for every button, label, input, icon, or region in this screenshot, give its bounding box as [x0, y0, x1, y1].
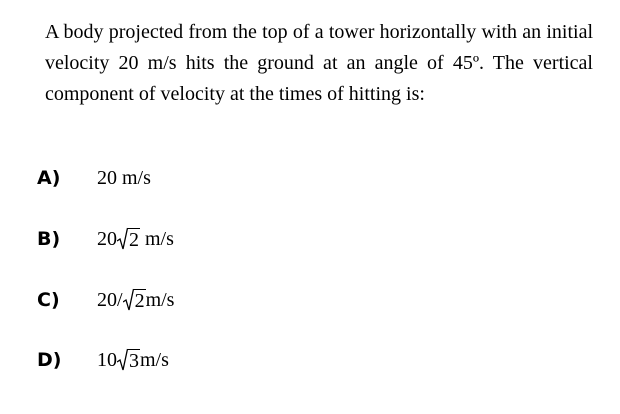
radical-sign-icon [123, 288, 134, 312]
option-b-sqrt [117, 227, 140, 251]
option-d-text [97, 348, 169, 372]
option-c-coefficient: 20/ [97, 289, 123, 311]
option-d-sqrt [117, 348, 140, 372]
option-c-sqrt [123, 288, 146, 312]
option-c-unit: m/s [145, 289, 175, 311]
option-d[interactable] [37, 345, 169, 375]
option-c-text [97, 288, 174, 312]
radical-sign-icon [117, 348, 128, 372]
option-b-coefficient: 20 [97, 228, 117, 250]
option-b-radicand: 2 [129, 229, 139, 251]
option-d-coefficient: 10 [97, 349, 117, 371]
option-a[interactable] [37, 163, 151, 193]
option-b-unit: m/s [140, 228, 174, 250]
option-b[interactable] [37, 224, 174, 254]
option-c[interactable] [37, 285, 174, 315]
option-b-text [97, 227, 174, 251]
option-d-unit: m/s [140, 349, 169, 371]
option-d-label: D) [37, 349, 62, 371]
question-text: A body projected from the top of a tower horizontally with an initial velocity 20 m/s hits the ground at an angle of 45º. The vertical component of velocity at the times of hitting is: [45, 21, 593, 105]
option-a-value: 20 m/s [97, 166, 151, 189]
option-b-label: B) [37, 228, 61, 250]
option-d-radicand: 3 [129, 350, 139, 372]
option-a-text [97, 167, 151, 190]
radical-sign-icon [117, 227, 128, 251]
option-c-radicand: 2 [134, 290, 145, 312]
option-a-label: A) [37, 167, 61, 189]
option-c-label: C) [37, 289, 60, 311]
